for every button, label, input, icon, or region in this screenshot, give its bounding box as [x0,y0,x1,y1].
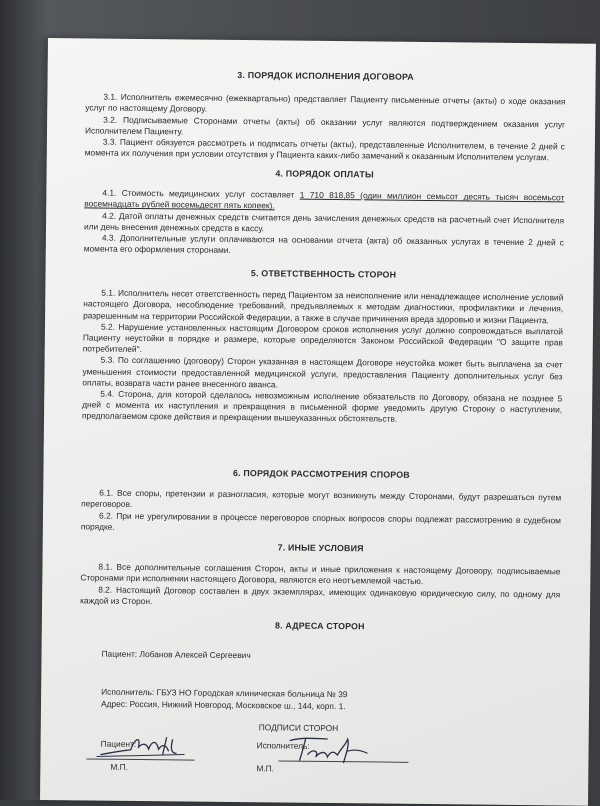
paragraph-5-2: 5.2. Нарушение установленных настоящим Договором сроков исполнения услуг должно сопровождаться выплатой Пациенту неустойки в порядке и размере, которые определяются Законом Российской Федерации "О защите прав потребителей". [82,321,564,355]
executor-signature-label: Исполнитель: [256,740,310,751]
payment-amount: 1 710 818,85 (один миллион семьсот десять тысяч восемьсот восемнадцать рублей восемьдесят пять копеек). [84,189,565,211]
executor-signature [283,733,383,768]
paragraph-6-2: 6.2. При не урегулировании в процессе переговоров спорных вопросов споры подлежат рассмотрению в судебном порядке. [80,510,562,532]
section-8-title: 8. АДРЕСА СТОРОН [274,620,365,632]
section-3-title: 3. ПОРЯДОК ИСПОЛНЕНИЯ ДОГОВОРА [237,69,414,82]
paragraph-8-1: 8.1. Все дополнительные соглашения Сторон, акты и иные приложения к настоящему Договору, подписываемые Сторонами при исполнении настоящего Договора, являются его неотъемлемой частью. [80,561,561,587]
paragraph-5-3: 5.3. По соглашению (договору) Сторон указанная в настоящем Договоре неустойка может быть выплачена за счет уменьшения стоимости предоставленной медицинской услуги, предоставления Пациенту дополнительных услуг без оплаты, возврата части ранее внесенного аванса. [82,354,563,390]
paragraph-8-2: 8.2. Настоящий Договор составлен в двух экземплярах, имеющих одинаковую юридическую силу, по одному для каждой из Сторон. [80,584,561,606]
section-4 [84,166,565,259]
section-6 [81,466,562,537]
patient-name: Пациент: Лобанов Алексей Сергеевич [101,648,251,661]
paragraph-3-1: 3.1. Исполнитель ежемесячно (ежеквартально) представляет Пациенту письменные отчеты (акты) о ходе оказания услуг по настоящему Договору. [85,91,566,115]
document-page [40,38,596,806]
patient-stamp-label: М.П. [110,761,129,772]
document-content [80,68,566,774]
section-3 [85,68,566,163]
paragraph-3-3: 3.3. Пациент обязуется рассмотреть и подписать отчеты (акты), представленные Исполнителем, в течение 2 дней с момента их получения при условии отсутствия у Пациента каких-либо замечаний к оказанным Исполнителем услугам. [84,136,565,163]
section-5 [82,266,564,427]
patient-signature [96,729,186,762]
patient-signature-label: Пациент: [100,738,137,749]
paragraph-4-3: 4.3. Дополнительные услуги оплачиваются на основании отчета (акта) об оказанных услугах в течение 2 дней с момента его оформления сторонами. [83,232,564,256]
executor-stamp-label: М.П. [256,763,275,774]
paragraph-6-1: 6.1. Все споры, претензии и разногласия, которые могут возникнуть между Сторонами, будут разрешаться путем переговоров. [81,487,562,510]
section-7-title: 7. ИНЫЕ УСЛОВИЯ [277,542,364,554]
paragraph-5-1: 5.1. Исполнитель несет ответственность перед Пациентом за неисполнение или ненадлежащее исполнение условий настоящего Договора, несоблюдение требований, предъявляемых к методам диагностики, профилактики и лечения, разрешенным на территории Российской Федерации, а также в случае причинения вреда здоровью и жизни Пациента. [83,287,564,325]
paragraph-5-4: 5.4. Сторона, для которой сделалось невозможным исполнение обязательств по Договору, обязана не позднее 5 дней с момента их наступления и прекращения в письменной форме уведомить другую Сторону о наступлении, предполагаемом сроке действия и прекращении вышеуказанных обстоятельств. [81,388,563,425]
section-8 [78,618,560,793]
payment-label: 4.1. Стоимость медицинских услуг составляет [102,187,295,200]
section-7 [80,540,561,611]
executor-address: Адрес: Россия, Нижний Новгород, Московское ш., 144, корп. 1. [100,698,346,712]
section-5-title: 5. ОТВЕТСТВЕННОСТЬ СТОРОН [250,268,397,280]
executor-name: Исполнитель: ГБУЗ НО Городская клиническая больница № 39 [101,686,348,700]
section-4-title: 4. ПОРЯДОК ОПЛАТЫ [275,168,374,180]
paragraph-4-2: 4.2. Датой оплаты денежных средств считается день зачисления денежных средств на расчетный счет Исполнителя или день внесения денежных средств в кассу. [83,210,565,234]
section-6-title: 6. ПОРЯДОК РАССМОТРЕНИЯ СПОРОВ [232,467,410,480]
paragraph-3-2: 3.2. Подписываемые Сторонами отчеты (акты) об оказании услуг являются подтверждением оказания услуг Исполнителем Пациенту. [84,114,566,137]
signatures-title: ПОДПИСИ СТОРОН [258,722,339,734]
